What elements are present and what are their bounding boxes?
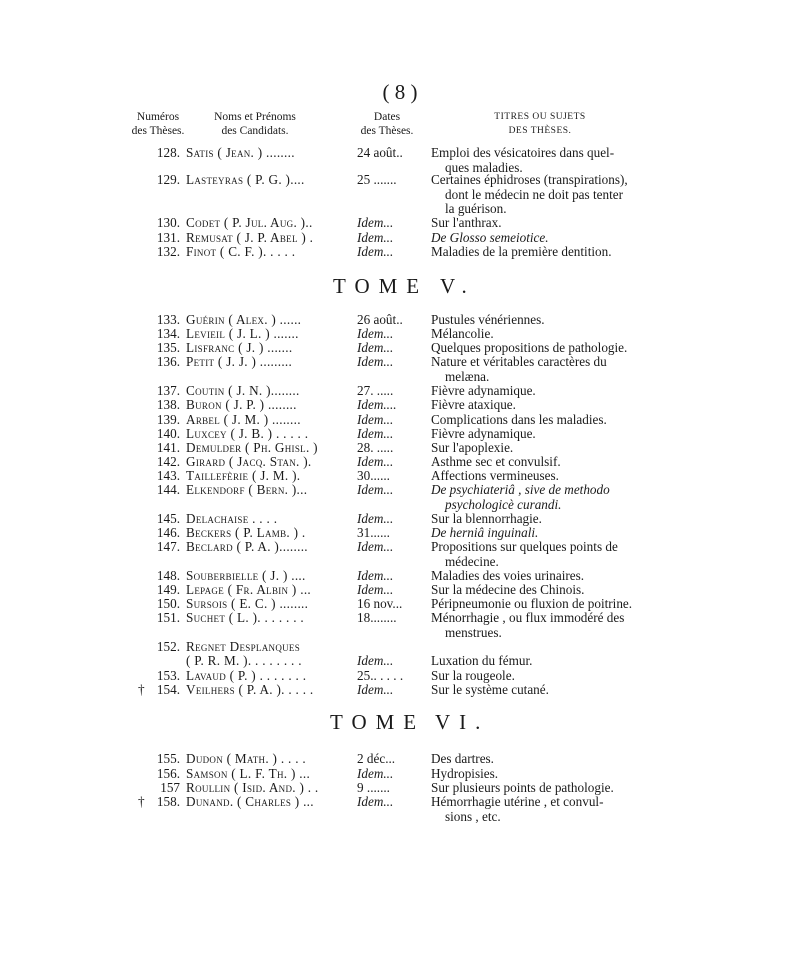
subject-line: Hémorrhagie utérine , et convul- [431, 794, 604, 809]
thesis-date: Idem... [357, 482, 394, 497]
candidate-name: Lisfranc ( J. ) ....... [186, 340, 293, 355]
header-noms-l1: Noms et Prénoms [214, 111, 296, 123]
candidate-name: Dunand. ( Charles ) ... [186, 794, 314, 809]
thesis-subject [431, 483, 610, 512]
header-noms-l2: des Candidats. [221, 125, 289, 137]
subject-line: psychologicè curandi. [445, 496, 562, 512]
entry-dagger: † [138, 794, 145, 809]
candidate-name: Lepage ( Fr. Albin ) ... [186, 582, 312, 597]
entry-number: 134. [156, 326, 180, 341]
thesis-date: Idem... [357, 230, 394, 245]
subject-line: Sur le système cutané. [431, 682, 549, 697]
entry-number: 133. [156, 312, 180, 327]
entry-number: 146. [156, 525, 180, 540]
header-numeros-l2: des Thèses. [131, 125, 185, 137]
thesis-date: 9 ....... [357, 780, 390, 795]
entry-number: 139. [156, 412, 180, 427]
entry-number: 158. [156, 794, 180, 809]
candidate-name: Remusat ( J. P. Abel ) . [186, 230, 314, 245]
candidate-name: Arbel ( J. M. ) ........ [186, 412, 301, 427]
thesis-date: 18........ [357, 610, 397, 625]
candidate-name: Coutin ( J. N. )........ [186, 383, 300, 398]
thesis-date: Idem... [357, 682, 394, 697]
subject-line: Maladies des voies urinaires. [431, 568, 585, 583]
thesis-date: Idem... [357, 766, 394, 781]
subject-line: Sur l'apoplexie. [431, 440, 514, 455]
thesis-date: Idem.... [357, 397, 397, 412]
header-numeros-l1: Numéros [136, 111, 180, 123]
tome-vi-word: TOME [330, 710, 426, 734]
candidate-name: Finot ( C. F. ). . . . . [186, 244, 296, 259]
candidate-name: Lasteyras ( P. G. ).... [186, 172, 305, 187]
entry-number: 130. [156, 215, 180, 230]
entry-number: 137. [156, 383, 180, 398]
tome-v-number: V. [440, 274, 476, 298]
subject-line: Ménorrhagie , ou flux immodéré des [431, 610, 625, 625]
entry-number: 143. [156, 468, 180, 483]
thesis-date: 26 août.. [357, 312, 403, 327]
subject-line: Fièvre adynamique. [431, 426, 536, 441]
entry-number: 154. [156, 682, 180, 697]
entry-number: 155. [156, 751, 180, 766]
candidate-name: Veilhers ( P. A. ). . . . . [186, 682, 314, 697]
thesis-date: 2 déc... [357, 751, 396, 766]
header-noms [200, 110, 310, 138]
thesis-date: 25 ....... [357, 172, 397, 187]
subject-line: Péripneumonie ou fluxion de poitrine. [431, 596, 633, 611]
subject-line: Sur la rougeole. [431, 668, 515, 683]
thesis-subject [431, 611, 624, 640]
thesis-date: Idem... [357, 326, 394, 341]
thesis-date: 30...... [357, 468, 390, 483]
candidate-name: Delachaise . . . . [186, 511, 278, 526]
candidate-name: Elkendorf ( Bern. )... [186, 482, 308, 497]
entry-number: 145. [156, 511, 180, 526]
candidate-name: Beckers ( P. Lamb. ) . [186, 525, 306, 540]
thesis-date: 16 nov... [357, 596, 403, 611]
thesis-date: 25.. . . . . [357, 668, 404, 683]
subject-line: Complications dans les maladies. [431, 412, 607, 427]
entry-number: 157 [160, 780, 180, 795]
thesis-date: Idem... [357, 354, 394, 369]
entry-dagger: † [138, 682, 145, 697]
header-titres-l2: DES THÈSES. [508, 126, 572, 136]
thesis-date: Idem... [357, 653, 394, 668]
thesis-date: Idem... [357, 794, 394, 809]
thesis-date: Idem... [357, 454, 394, 469]
header-titres-l1: TITRES OU SUJETS [494, 112, 586, 122]
entry-number: 148. [156, 568, 180, 583]
candidate-name: Lavaud ( P. ) . . . . . . . [186, 668, 307, 683]
thesis-date: Idem... [357, 568, 394, 583]
tome-v-word: TOME [333, 274, 429, 298]
thesis-date: Idem... [357, 582, 394, 597]
thesis-date: Idem... [357, 340, 394, 355]
candidate-name: ( P. R. M. ). . . . . . . . [186, 653, 302, 668]
thesis-subject [431, 355, 607, 384]
candidate-name: Suchet ( L. ). . . . . . . [186, 610, 305, 625]
subject-line: menstrues. [445, 624, 502, 640]
subject-line: Pustules vénériennes. [431, 312, 545, 327]
subject-line: melæna. [445, 368, 490, 384]
subject-line: Luxation du fémur. [431, 653, 533, 668]
subject-line: Hydropisies. [431, 766, 499, 781]
entry-number: 132. [156, 244, 180, 259]
subject-line: Mélancolie. [431, 326, 494, 341]
entry-number: 129. [156, 172, 180, 187]
entry-number: 135. [156, 340, 180, 355]
header-dates-l1: Dates [373, 111, 401, 123]
entry-number: 141. [156, 440, 180, 455]
thesis-subject [431, 683, 549, 698]
header-titres [470, 110, 610, 138]
candidate-name: Demulder ( Ph. Ghisl. ) [186, 440, 318, 455]
subject-line: Propositions sur quelques points de [431, 539, 618, 554]
subject-line: Sur l'anthrax. [431, 215, 502, 230]
subject-line: Sur la médecine des Chinois. [431, 582, 585, 597]
header-numeros [128, 110, 188, 138]
subject-line: Nature et véritables caractères du [431, 354, 607, 369]
candidate-name: Luxcey ( J. B. ) . . . . . [186, 426, 309, 441]
entry-number: 131. [156, 230, 180, 245]
subject-line: ques maladies. [445, 159, 523, 175]
candidate-name: Samson ( L. F. Th. ) ... [186, 766, 311, 781]
candidate-name: Souberbielle ( J. ) .... [186, 568, 306, 583]
subject-line: Certaines éphidroses (transpirations), [431, 172, 628, 187]
entry-number: 152. [156, 639, 180, 654]
thesis-date: Idem... [357, 539, 394, 554]
thesis-subject [431, 173, 628, 217]
subject-line: Fièvre adynamique. [431, 383, 536, 398]
subject-line: Sur plusieurs points de pathologie. [431, 780, 614, 795]
candidate-name: Codet ( P. Jul. Aug. ).. [186, 215, 313, 230]
header-dates [352, 110, 422, 138]
thesis-date: 28. ..... [357, 440, 394, 455]
entry-number: 153. [156, 668, 180, 683]
tome-vi-number: VI. [435, 710, 490, 734]
entry-number: 151. [156, 610, 180, 625]
subject-line: Quelques propositions de pathologie. [431, 340, 628, 355]
candidate-name: Petit ( J. J. ) ......... [186, 354, 293, 369]
subject-line: Asthme sec et convulsif. [431, 454, 561, 469]
candidate-name: Sursois ( E. C. ) ........ [186, 596, 309, 611]
subject-line: la guérison. [445, 201, 507, 217]
entry-number: 144. [156, 482, 180, 497]
subject-line: Maladies de la première dentition. [431, 244, 612, 259]
thesis-subject [431, 752, 494, 767]
candidate-name: Buron ( J. P. ) ........ [186, 397, 297, 412]
candidate-name: Girard ( Jacq. Stan. ). [186, 454, 312, 469]
candidate-name: Dudon ( Math. ) . . . . [186, 751, 306, 766]
subject-line: sions , etc. [445, 808, 501, 824]
subject-line: Sur la blennorrhagie. [431, 511, 542, 526]
candidate-name: Guérin ( Alex. ) ...... [186, 312, 302, 327]
candidate-name: Levieil ( J. L. ) ....... [186, 326, 299, 341]
thesis-date: 24 août.. [357, 145, 403, 160]
entry-number: 150. [156, 596, 180, 611]
subject-line: De herniâ inguinali. [431, 525, 539, 540]
candidate-name: Taillefèrie ( J. M. ). [186, 468, 301, 483]
thesis-date: Idem... [357, 244, 394, 259]
entry-number: 147. [156, 539, 180, 554]
candidate-name: Regnet Desplanques [186, 639, 301, 654]
thesis-date: Idem... [357, 426, 394, 441]
thesis-subject [431, 216, 502, 231]
subject-line: dont le médecin ne doit pas tenter [445, 186, 623, 202]
thesis-subject [431, 795, 603, 824]
subject-line: Fièvre ataxique. [431, 397, 516, 412]
subject-line: Des dartres. [431, 751, 494, 766]
thesis-date: 27. ..... [357, 383, 394, 398]
entry-number: 156. [156, 766, 180, 781]
thesis-date: Idem... [357, 412, 394, 427]
candidate-name: Beclard ( P. A. )........ [186, 539, 308, 554]
entry-number: 138. [156, 397, 180, 412]
subject-line: Emploi des vésicatoires dans quel- [431, 145, 615, 160]
entry-number: 149. [156, 582, 180, 597]
entry-number: 136. [156, 354, 180, 369]
candidate-name: Roullin ( Isid. And. ) . . [186, 780, 319, 795]
page-number: ( 8 ) [382, 80, 418, 104]
candidate-name: Satis ( Jean. ) ........ [186, 145, 295, 160]
subject-line: Affections vermineuses. [431, 468, 559, 483]
entry-number: 142. [156, 454, 180, 469]
thesis-subject [431, 245, 612, 260]
entry-number: 140. [156, 426, 180, 441]
thesis-date: Idem... [357, 215, 394, 230]
thesis-date: 31...... [357, 525, 390, 540]
thesis-subject [431, 540, 618, 569]
header-dates-l2: des Thèses. [360, 125, 414, 137]
entry-number: 128. [156, 145, 180, 160]
thesis-subject [431, 654, 532, 669]
subject-line: De Glosso semeiotice. [431, 230, 549, 245]
thesis-subject [431, 146, 614, 175]
subject-line: médecine. [445, 553, 499, 569]
thesis-date: Idem... [357, 511, 394, 526]
thesis-subject [431, 398, 516, 413]
subject-line: De psychiateriâ , sive de methodo [431, 482, 610, 497]
